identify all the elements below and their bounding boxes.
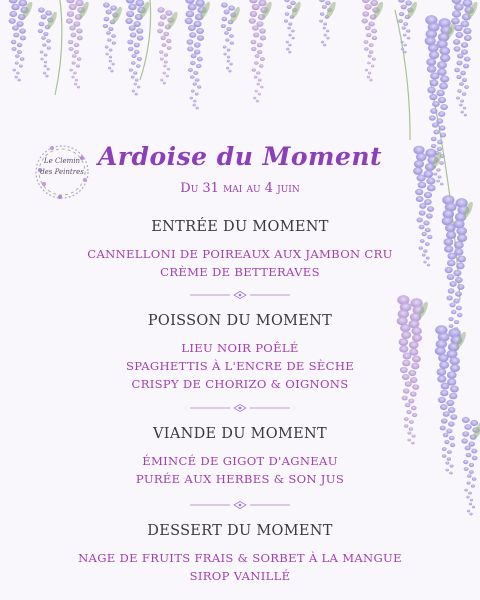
menu-dates: Du 31 mai au 4 juin bbox=[180, 181, 300, 196]
divider-3 bbox=[190, 500, 290, 510]
logo-line-1: Le Clemin bbox=[43, 157, 81, 165]
viande-item-1: ÉMINCÉ DE GIGOT D'AGNEAU bbox=[142, 454, 338, 468]
viande-item-2: PURÉE AUX HERBES & SON JUS bbox=[135, 472, 345, 486]
menu-title: Ardoise du Moment bbox=[97, 142, 383, 171]
section-heading-entree: ENTRÉE DU MOMENT bbox=[151, 219, 329, 235]
section-heading-poisson: POISSON DU MOMENT bbox=[147, 313, 333, 329]
section-heading-dessert: DESSERT DU MOMENT bbox=[147, 523, 333, 539]
entree-item-1: CANNELLONI DE POIREAUX AUX JAMBON CRU bbox=[87, 247, 393, 261]
poisson-item-1: LIEU NOIR POÊLÉ bbox=[181, 341, 299, 355]
dessert-item-2: SIROP VANILLÉ bbox=[189, 569, 291, 583]
dessert-item-1: NAGE DE FRUITS FRAIS & SORBET À LA MANGUE bbox=[78, 551, 402, 565]
poisson-item-2: SPAGHETTIS À L'ENCRE DE SÈCHE bbox=[125, 359, 355, 373]
section-heading-viande: VIANDE DU MOMENT bbox=[153, 426, 327, 442]
poisson-item-3: CRISPY DE CHORIZO & OIGNONS bbox=[131, 377, 349, 391]
divider-2 bbox=[190, 403, 290, 413]
logo-line-2: des Peintres bbox=[40, 168, 84, 176]
entree-item-2: CRÈME DE BETTERAVES bbox=[160, 265, 320, 279]
divider-1 bbox=[190, 290, 290, 300]
